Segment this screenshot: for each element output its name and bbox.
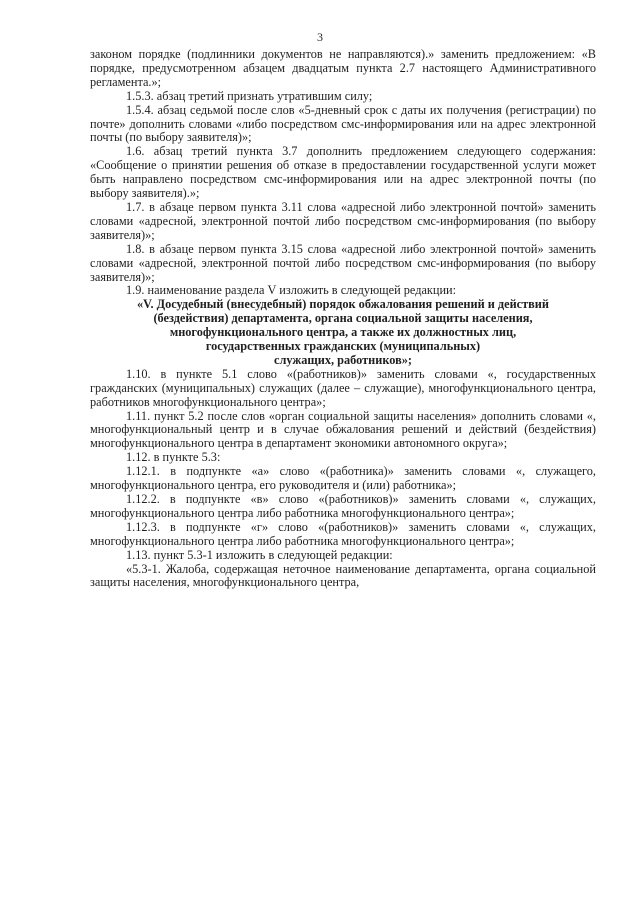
paragraph: 1.10. в пункте 5.1 слово «(работников)» заменить словами «, государственных гражданских (муниципальных) служащих (далее – служащие), многофункционального центра, работников многофункционального центра»; (90, 366, 596, 409)
page-number: 3 (317, 30, 323, 44)
paragraph: 1.12. в пункте 5.3: (126, 450, 221, 465)
paragraph: «5.3-1. Жалоба, содержащая неточное наименование департамента, органа социальной защиты населения, многофункционального центра, (90, 561, 596, 590)
paragraph: 1.13. пункт 5.3-1 изложить в следующей редакции: (126, 547, 393, 562)
paragraph: 1.9. наименование раздела V изложить в следующей редакции: (126, 283, 457, 298)
paragraph: 1.8. в абзаце первом пункта 3.15 слова «адресной либо электронной почтой» заменить словами «адресной, электронной почтой либо посредством смс-информирования (по выбору заявителя)»; (90, 241, 596, 284)
paragraph: 1.11. пункт 5.2 после слов «орган социальной защиты населения» дополнить словами «, многофункциональный центр и в случае обжалования решений и действий (бездействия) многофункционального центра в департамент экономики автономного округа»; (90, 408, 596, 451)
paragraph: 1.12.3. в подпункте «г» слово «(работников)» заменить словами «, служащих, многофункционального центра либо работника многофункционального центра»; (90, 519, 596, 548)
document-body (90, 48, 596, 590)
heading-line: «V. Досудебный (внесудебный) порядок обжалования решений и действий (137, 297, 549, 312)
paragraph: законом порядке (подлинники документов не направляются).» заменить предложением: «В порядке, предусмотренном абзацем двадцатым пункта 2.7 настоящего Административного регламента.»; (90, 47, 596, 89)
paragraph: 1.6. абзац третий пункта 3.7 дополнить предложением следующего содержания: «Сообщение о принятии решения об отказе в предоставлении государственной услуги может быть направлено посредством смс-информирования или на адрес электронной почты (по выбору заявителя).»; (90, 144, 596, 201)
heading-line: служащих, работников»; (274, 352, 412, 367)
paragraph: 1.12.2. в подпункте «в» слово «(работников)» заменить словами «, служащих, многофункционального центра либо работника многофункционального центра»; (90, 492, 596, 520)
heading-line: (бездействия) департамента, органа социальной защиты населения, (153, 311, 533, 326)
heading-line: государственных гражданских (муниципальных) (205, 339, 481, 354)
section-heading (90, 298, 596, 368)
paragraph: 1.12.1. в подпункте «а» слово «(работника)» заменить словами «, служащего, многофункционального центра, его руководителя и (или) работника»; (90, 464, 596, 493)
paragraph: 1.5.3. абзац третий признать утратившим силу; (126, 88, 373, 103)
paragraph: 1.5.4. абзац седьмой после слов «5-дневный срок с даты их получения (регистрации) по почте» дополнить словами «либо посредством смс-информирования или на адрес электронной почты (по выбору заявителя)»; (90, 102, 596, 145)
paragraph: 1.7. в абзаце первом пункта 3.11 слова «адресной либо электронной почтой» заменить словами «адресной, электронной почтой либо посредством смс-информирования (по выбору заявителя)»; (90, 199, 596, 242)
heading-line: многофункционального центра, а также их должностных лиц, (169, 325, 517, 340)
